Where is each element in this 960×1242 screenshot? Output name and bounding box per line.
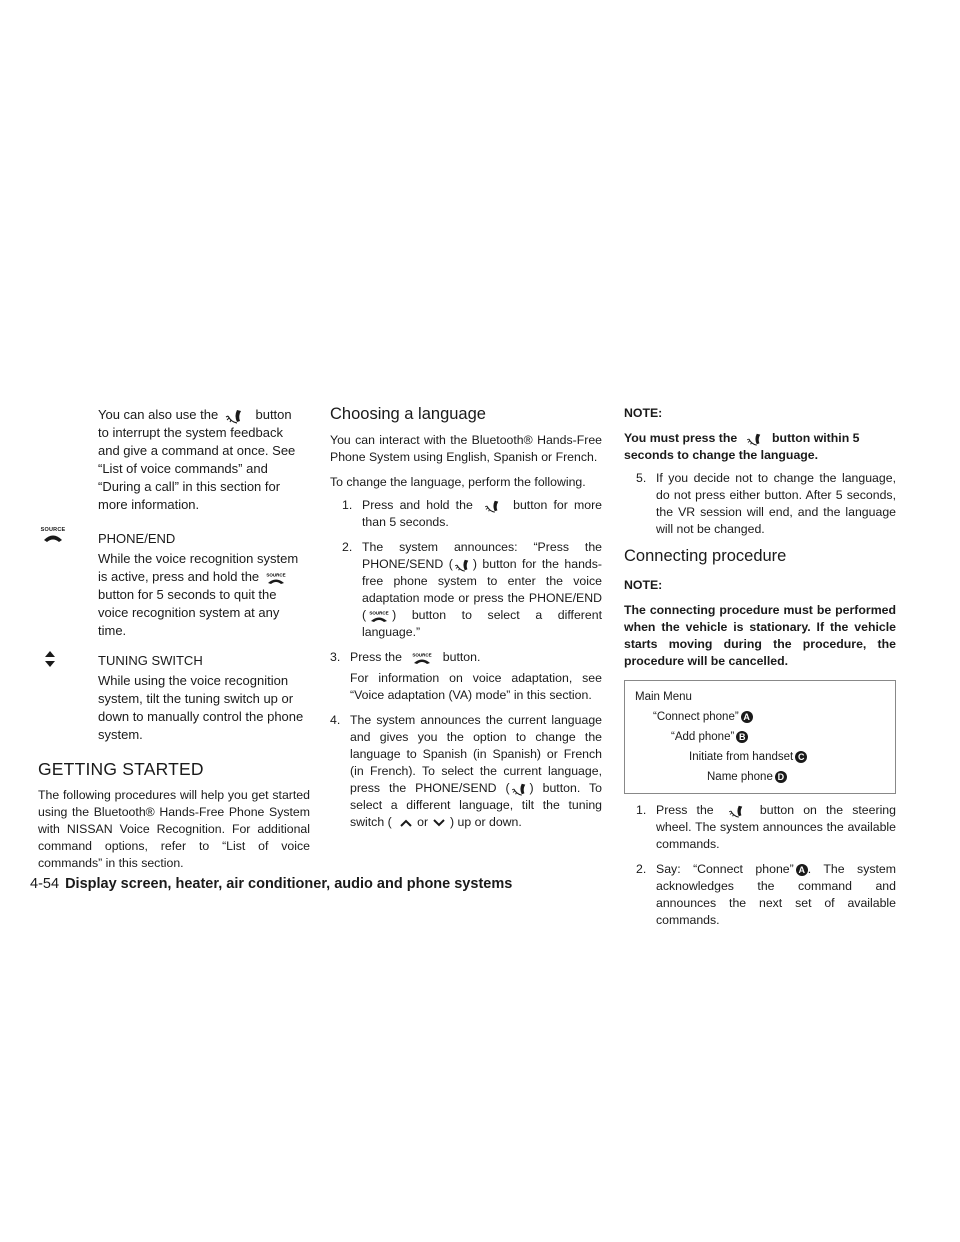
connecting-procedure-heading: Connecting procedure xyxy=(624,547,787,565)
step-2-a: The system announces: “Press the PHONE/SEND ( xyxy=(362,540,602,571)
language-step-5 xyxy=(636,470,896,538)
phone-end-body-b: button for 5 seconds to quit the voice recognition system at any time. xyxy=(98,587,280,638)
intro-paragraph-2: To change the language, perform the following. xyxy=(330,475,586,489)
connect-step-1 xyxy=(636,802,896,853)
tuning-switch-title: TUNING SWITCH xyxy=(98,653,203,668)
menu-name-phone xyxy=(635,767,885,787)
right-column xyxy=(624,405,896,929)
language-step-4 xyxy=(330,712,602,831)
phone-talk-icon xyxy=(510,782,530,796)
menu-connect-phone-label: “Connect phone” xyxy=(653,711,739,723)
menu-tree-box xyxy=(624,680,896,794)
step-3-pre: Press the xyxy=(350,650,402,664)
step-number: 1. xyxy=(342,498,353,512)
connect-step-1-post: button on the steering wheel. The system announces the available commands. xyxy=(656,803,896,851)
connect-step-1-pre: Press the xyxy=(656,803,714,817)
step-4-or: or xyxy=(417,815,429,829)
step-3-note: For information on voice adaptation, see “Voice adaptation (VA) mode” in this section. xyxy=(350,671,602,702)
source-end-inline-icon xyxy=(366,610,392,622)
tuning-switch-body: While using the voice recognition system, tilt the tuning switch up or down to manually control the phone system. xyxy=(98,673,304,742)
page-number: 4-54 xyxy=(30,876,60,892)
menu-initiate-handset-label: Initiate from handset xyxy=(689,751,794,763)
step-5-text: If you decide not to change the language, do not press either button. After 5 seconds, the VR session will end, and the language will not be changed. xyxy=(656,471,896,536)
connect-step-2-post: . The system acknowledges the command and announces the next set of available commands. xyxy=(656,862,896,927)
phone-end-title: PHONE/END xyxy=(98,531,176,546)
menu-connect-phone xyxy=(635,707,885,727)
step-number: 2. xyxy=(342,540,353,554)
page-footer xyxy=(30,876,512,892)
callout-d-badge: D xyxy=(775,771,787,783)
step-number: 5. xyxy=(636,471,647,485)
source-end-icon xyxy=(38,527,68,542)
note-label: NOTE: xyxy=(624,406,663,420)
phone-end-body-a: While the voice recognition system is active, press and hold the xyxy=(98,551,299,584)
step-1-post: button for more than 5 seconds. xyxy=(362,498,603,529)
phone-end-section xyxy=(98,530,310,640)
step-number: 2. xyxy=(636,862,647,876)
step-number: 1. xyxy=(636,803,647,817)
source-caption: SOURCE xyxy=(40,527,66,533)
callout-b-badge: B xyxy=(736,731,748,743)
step-4-b: ) button. To select a different language, tilt the tuning switch ( xyxy=(350,781,602,829)
phone-talk-icon xyxy=(483,499,503,513)
choosing-language-section xyxy=(330,432,602,831)
footer-title: Display screen, heater, air conditioner, audio and phone systems xyxy=(65,876,513,892)
chevron-down-icon xyxy=(432,818,446,828)
source-end-inline-icon xyxy=(409,652,435,664)
step-1-pre: Press and hold the xyxy=(362,498,473,512)
intro-paragraph-1: You can interact with the Bluetooth® Hands-Free Phone System using English, Spanish or French. xyxy=(330,433,602,464)
step-4-c: ) up or down. xyxy=(450,815,522,829)
getting-started-body: The following procedures will help you get started using the Bluetooth® Hands-Free Phone System with NISSAN Voice Recognition. For additional command options, refer to “List of voice commands” in this section. xyxy=(38,788,310,870)
step-number: 3. xyxy=(330,650,341,664)
step-2-c: ) button to select a different language.” xyxy=(362,608,602,639)
step-4-a: The system announces the current language and gives you the option to change the language to Spanish (in Spanish) or French (in French). To select the current language, press the PHONE/SEND ( xyxy=(350,713,602,795)
menu-add-phone-label: “Add phone” xyxy=(671,731,735,743)
talk-line-rest: to interrupt the system feedback and give a command at once. See “List of voice commands” and “During a call” in this section for more information. xyxy=(98,425,296,512)
choosing-language-heading: Choosing a language xyxy=(330,405,486,423)
step-3-post: button. xyxy=(442,650,481,664)
svg-text:SOURCE: SOURCE xyxy=(266,572,286,578)
note-2-label: NOTE: xyxy=(624,578,663,592)
source-end-inline-icon xyxy=(263,572,289,584)
callout-c-badge: C xyxy=(795,751,807,763)
note-pre: You must press the xyxy=(624,431,738,445)
talk-line-post: button xyxy=(255,407,292,422)
talk-button-paragraph xyxy=(98,406,306,514)
note-2-text: The connecting procedure must be performed when the vehicle is stationary. If the vehicle starts moving during the procedure, the procedure will be cancelled. xyxy=(624,603,896,668)
note-post: button within 5 seconds to change the language. xyxy=(624,431,860,462)
language-step-1 xyxy=(342,497,602,531)
menu-initiate-handset xyxy=(635,747,885,767)
connect-step-2-pre: Say: “Connect phone” xyxy=(656,862,794,876)
talk-line-pre: You can also use the xyxy=(98,407,219,422)
svg-text:SOURCE: SOURCE xyxy=(412,652,433,658)
tuning-switch-section xyxy=(98,652,304,744)
callout-a-badge: A xyxy=(796,864,808,876)
getting-started-heading: GETTING STARTED xyxy=(38,759,204,779)
phone-talk-icon xyxy=(727,804,747,818)
menu-main: Main Menu xyxy=(635,691,692,703)
tuning-switch-icon xyxy=(44,650,56,673)
language-step-2 xyxy=(342,539,602,641)
svg-text:SOURCE: SOURCE xyxy=(369,610,389,616)
step-2-b: ) button for the hands-free phone system to enter the voice adaptation mode or press the PHONE/END ( xyxy=(362,557,602,622)
callout-a-badge: A xyxy=(741,711,753,723)
connect-step-2 xyxy=(636,861,896,929)
phone-talk-icon xyxy=(453,558,473,572)
menu-add-phone xyxy=(635,727,885,747)
step-number: 4. xyxy=(330,713,341,727)
menu-name-phone-label: Name phone xyxy=(707,771,773,783)
chevron-up-icon xyxy=(399,818,413,828)
language-step-3 xyxy=(330,649,602,666)
note-body xyxy=(624,430,896,464)
phone-talk-icon xyxy=(745,432,765,446)
phone-talk-icon xyxy=(224,408,246,424)
